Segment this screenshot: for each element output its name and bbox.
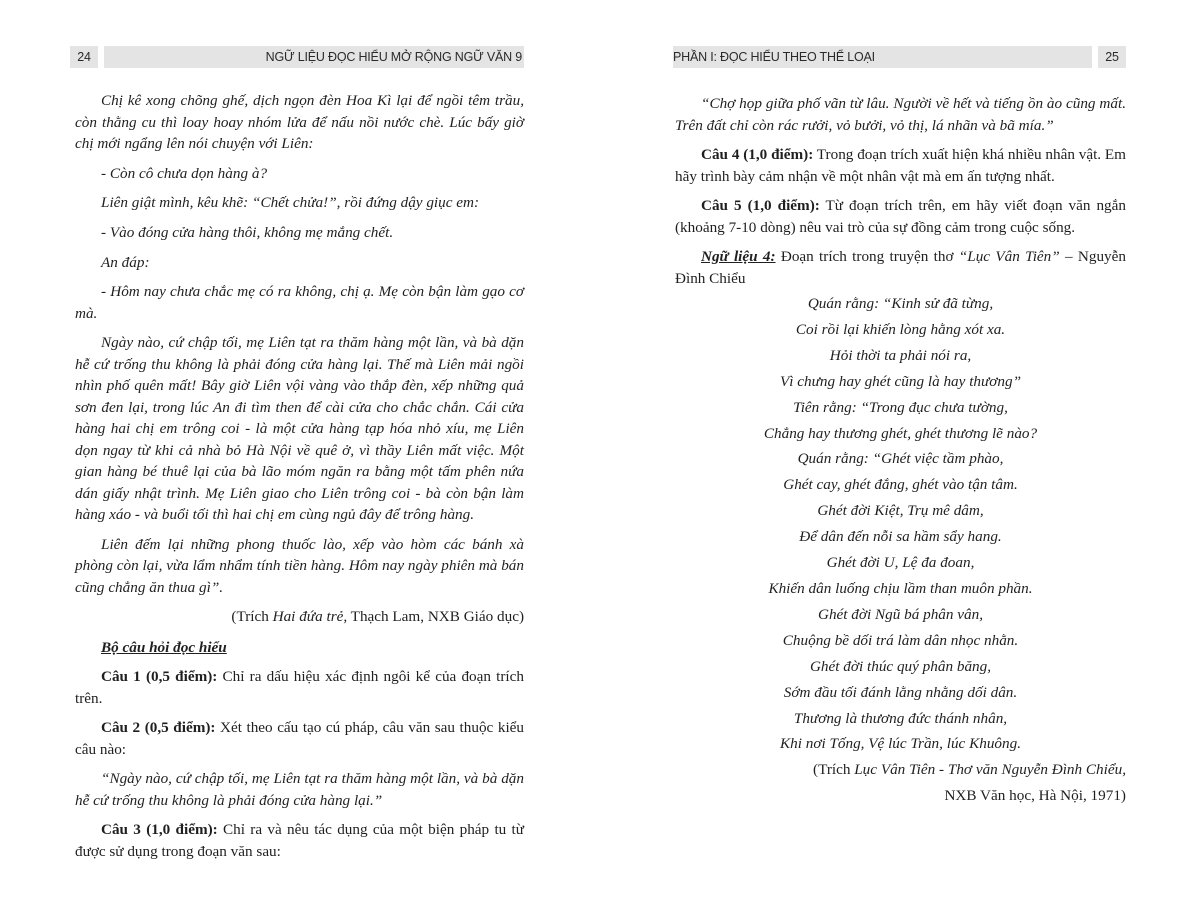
poem — [675, 291, 1126, 757]
poem-line: Ghét đời thúc quý phân băng, — [809, 657, 992, 675]
poem-line: Ghét đời Kiệt, Trụ mê dâm, — [817, 502, 984, 520]
quoted-passage: “Chợ họp giữa phố vãn từ lâu. Người về hết và tiếng ồn ào cũng mất. Trên đất chỉ còn rác rưởi, vỏ bưởi, vỏ thị, lá nhãn và bã mía.” — [675, 95, 1126, 134]
page-header — [673, 46, 1126, 68]
poem-line: Quán rằng: “Kinh sử đã từng, — [807, 295, 994, 312]
page-number: 25 — [1098, 46, 1126, 68]
poem-source-publisher: NXB Văn học, Hà Nội, 1971) — [944, 786, 1126, 804]
poem-line: Ghét đời Ngũ bá phân vân, — [817, 605, 984, 623]
dialogue-line: An đáp: — [101, 253, 150, 271]
material-heading: Ngữ liệu 4: Đoạn trích trong truyện thơ “Lục Vân Tiên” – Nguyễn Đình Chiểu — [675, 248, 1126, 287]
question-5: Câu 5 (1,0 điểm): Từ đoạn trích trên, em hãy viết đoạn văn ngắn (khoảng 7-10 dòng) nêu vai trò của sự đồng cảm trong cuộc sống. — [675, 197, 1126, 236]
poem-line: Vì chưng hay ghét cũng là hay thương” — [779, 372, 1022, 390]
poem-line: Khi nơi Tống, Vệ lúc Trần, lúc Khuông. — [780, 735, 1021, 753]
page-body — [75, 90, 524, 870]
dialogue-line: Liên giật mình, kêu khẽ: “Chết chửa!”, rồi đứng dậy giục em: — [101, 194, 480, 212]
question-3: Câu 3 (1,0 điểm): Chỉ ra và nêu tác dụng của một biện pháp tu từ được sử dụng trong đoạn văn sau: — [75, 821, 524, 860]
poem-line: Ghét đời U, Lệ đa đoan, — [826, 554, 975, 572]
running-header-title: NGỮ LIỆU ĐỌC HIỂU MỞ RỘNG NGỮ VĂN 9 — [104, 46, 524, 68]
dialogue-line: - Vào đóng cửa hàng thôi, không mẹ mắng chết. — [101, 223, 394, 241]
section-title: Bộ câu hỏi đọc hiểu — [101, 638, 227, 656]
dialogue-line: - Còn cô chưa dọn hàng à? — [101, 164, 268, 182]
page-number: 24 — [70, 46, 98, 68]
page-body — [675, 93, 1126, 808]
poem-line: Thương là thương đức thánh nhân, — [793, 709, 1008, 727]
poem-line: Ghét cay, ghét đắng, ghét vào tận tâm. — [783, 476, 1018, 494]
story-paragraph: Ngày nào, cứ chập tối, mẹ Liên tạt ra thăm hàng một lần, và bà dặn hễ cứ trống thu không là phải đóng cửa hàng lại. Thế mà Liên mải ngồi nhìn phố quên mất! Bây giờ Liên vội vàng vào thắp đèn, xếp những quả sơn đen lại, trong lúc An đi tìm then để cài cửa cho chắc chắn. Cái cửa hàng hai chị em trông coi - là một cửa hàng tạp hóa nhỏ xíu, mẹ Liên dọn ngay từ khi cả nhà bỏ Hà Nội về quê ở, vì thầy Liên mất việc. Một gian hàng bé thuê lại của bà lão móm ngăn ra bằng một tấm phên nứa dán giấy nhật trình. Mẹ Liên giao cho Liên trông coi - bà còn bận làm hàng xáo - và buổi tối thì hai chị em cùng ngủ đây để trông hàng. — [75, 334, 524, 524]
question-2: Câu 2 (0,5 điểm): Xét theo cấu tạo cú pháp, câu văn sau thuộc kiểu câu nào: — [75, 719, 524, 758]
poem-line: Khiến dân luống chịu lầm than muôn phần. — [768, 579, 1033, 597]
poem-line: Tiên rằng: “Trong đục chưa tường, — [793, 398, 1008, 416]
running-header-title: PHẦN I: ĐỌC HIỂU THEO THỂ LOẠI — [673, 46, 1092, 68]
poem-line: Quán rằng: “Ghét việc tầm phào, — [797, 450, 1004, 468]
excerpt-source: (Trích Hai đứa trẻ, Thạch Lam, NXB Giáo dục) — [231, 608, 524, 626]
poem-line: Hỏi thời ta phải nói ra, — [829, 346, 972, 364]
story-paragraph: Chị kê xong chõng ghế, dịch ngọn đèn Hoa Kì lại để ngồi têm trầu, còn thằng cu thì loay hoay nhóm lửa để nấu nồi nước chè. Lúc bấy giờ chị mới ngẩng lên nói chuyện với Liên: — [75, 92, 524, 152]
story-paragraph: Liên đếm lại những phong thuốc lào, xếp vào hòm các bánh xà phòng còn lại, vừa lẩm nhẩm tính tiền hàng. Hôm nay ngày phiên mà bán cũng chẳng ăn thua gì”. — [75, 535, 524, 596]
page-header — [70, 46, 524, 68]
poem-line: Chuộng bề dối trá làm dân nhọc nhằn. — [782, 631, 1019, 649]
right-page — [600, 0, 1200, 900]
poem-line: Sớm đầu tối đánh lằng nhằng dối dân. — [783, 683, 1018, 701]
question-4: Câu 4 (1,0 điểm): Trong đoạn trích xuất hiện khá nhiều nhân vật. Em hãy trình bày cảm nhận về một nhân vật mà em ấn tượng nhất. — [675, 146, 1126, 185]
poem-line: Coi rồi lại khiến lòng hằng xót xa. — [795, 320, 1006, 338]
poem-line: Chẳng hay thương ghét, ghét thương lẽ nào? — [763, 424, 1038, 442]
question-2-quote: “Ngày nào, cứ chập tối, mẹ Liên tạt ra thăm hàng một lần, và bà dặn hễ cứ trống thu không là phải đóng cửa hàng lại.” — [75, 770, 524, 809]
poem-line: Để dân đến nỗi sa hầm sẩy hang. — [799, 528, 1002, 546]
poem-source: (Trích Lục Vân Tiên - Thơ văn Nguyễn Đình Chiểu, — [813, 761, 1126, 779]
question-1: Câu 1 (0,5 điểm): Chỉ ra dấu hiệu xác định ngôi kể của đoạn trích trên. — [75, 668, 524, 707]
dialogue-line: - Hôm nay chưa chắc mẹ có ra không, chị ạ. Mẹ còn bận làm gạo cơ mà. — [75, 283, 524, 322]
